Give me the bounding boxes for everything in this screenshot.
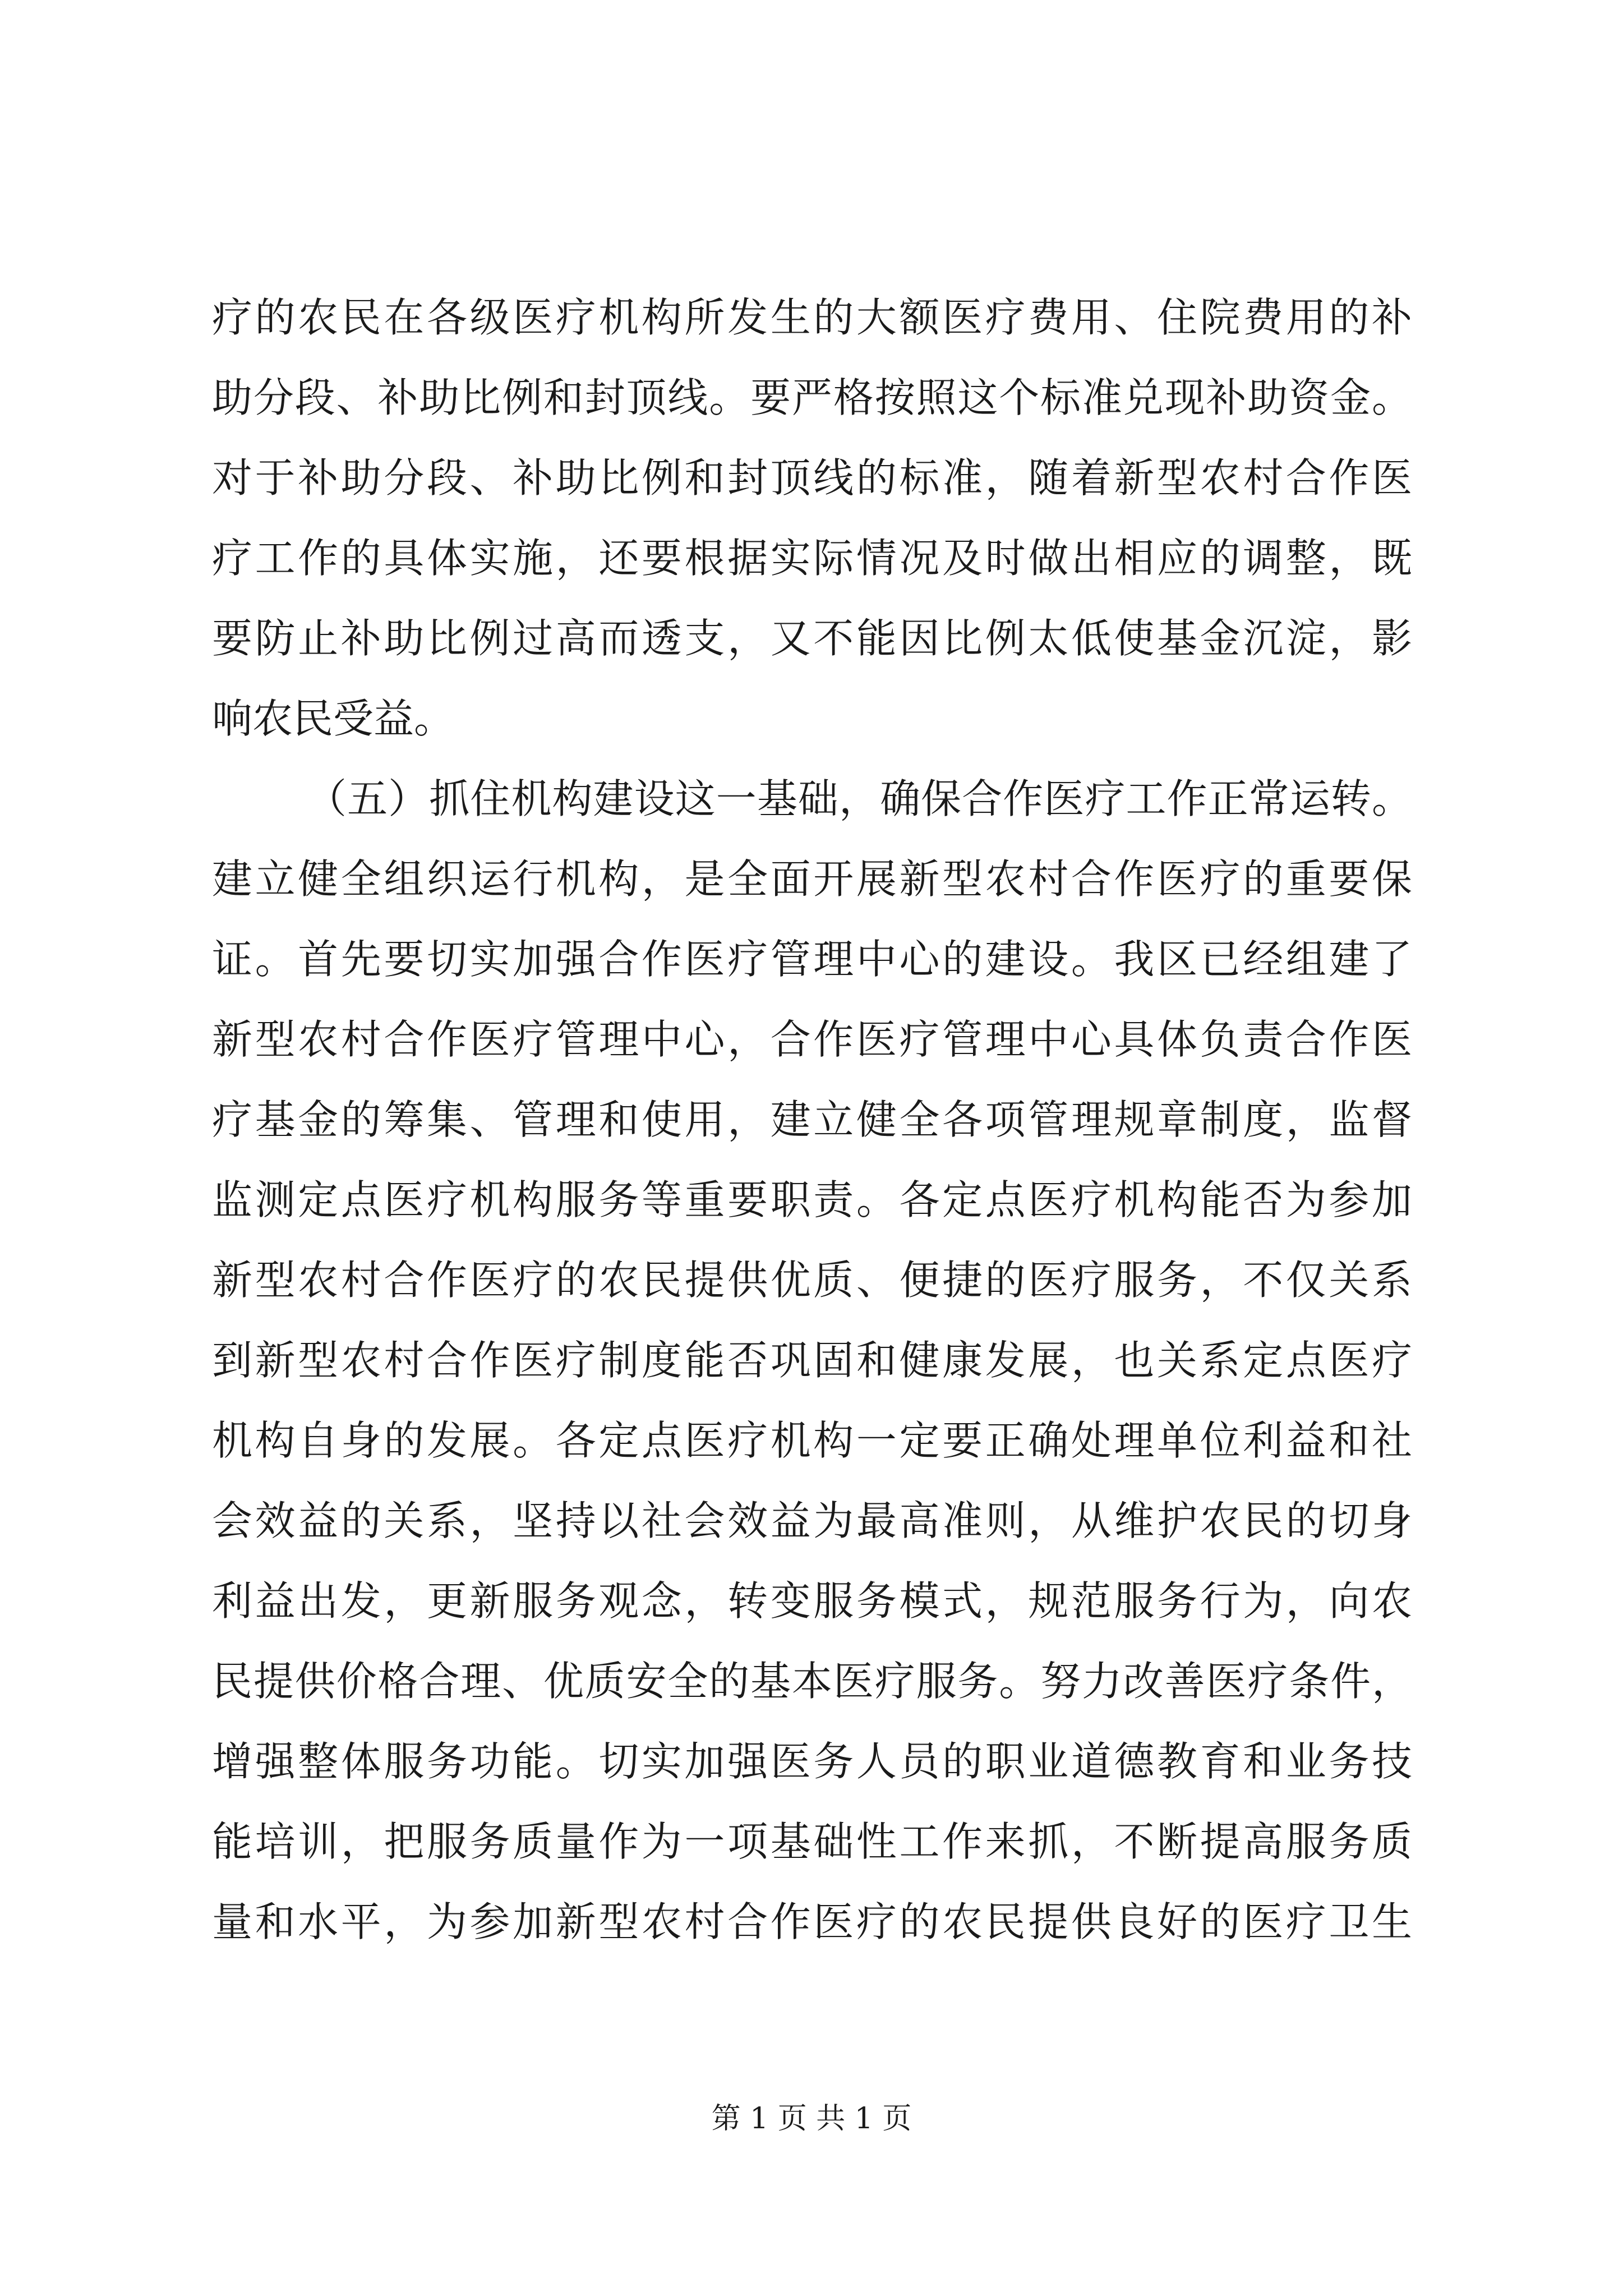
text-line: 疗工作的具体实施，还要根据实际情况及时做出相应的调整，既 (212, 535, 1412, 582)
text-line: 新型农村合作医疗管理中心，合作医疗管理中心具体负责合作医 (212, 1016, 1412, 1063)
text-line: 证。首先要切实加强合作医疗管理中心的建设。我区已经组建了 (212, 936, 1412, 983)
text-line: 对于补助分段、补助比例和封顶线的标准，随着新型农村合作医 (212, 454, 1412, 501)
text-line: 要防止补助比例过高而透支，又不能因比例太低使基金沉淀，影 (212, 615, 1412, 662)
body-text (212, 278, 1412, 1962)
text-line: 量和水平，为参加新型农村合作医疗的农民提供良好的医疗卫生 (212, 1898, 1412, 1945)
text-line: 会效益的关系，坚持以社会效益为最高准则，从维护农民的切身 (212, 1497, 1412, 1544)
text-line: 助分段、补助比例和封顶线。要严格按照这个标准兑现补助资金。 (212, 374, 1412, 421)
text-line: 监测定点医疗机构服务等重要职责。各定点医疗机构能否为参加 (212, 1176, 1412, 1223)
text-line: 民提供价格合理、优质安全的基本医疗服务。努力改善医疗条件， (212, 1658, 1412, 1705)
section-heading-line: （五）抓住机构建设这一基础，确保合作医疗工作正常运转。 (306, 775, 1412, 822)
text-line: 到新型农村合作医疗制度能否巩固和健康发展，也关系定点医疗 (212, 1337, 1412, 1384)
text-line: 新型农村合作医疗的农民提供优质、便捷的医疗服务，不仅关系 (212, 1257, 1412, 1304)
text-line: 疗基金的筹集、管理和使用，建立健全各项管理规章制度，监督 (212, 1096, 1412, 1143)
text-line: 疗的农民在各级医疗机构所发生的大额医疗费用、住院费用的补 (212, 294, 1412, 341)
page-number-footer: 第 1 页 共 1 页 (711, 2102, 912, 2136)
text-line: 机构自身的发展。各定点医疗机构一定要正确处理单位利益和社 (212, 1417, 1412, 1464)
text-line: 增强整体服务功能。切实加强医务人员的职业道德教育和业务技 (212, 1738, 1412, 1785)
text-line: 能培训，把服务质量作为一项基础性工作来抓，不断提高服务质 (212, 1818, 1412, 1865)
text-line: 建立健全组织运行机构，是全面开展新型农村合作医疗的重要保 (212, 855, 1412, 903)
text-line: 响农民受益。 (212, 695, 455, 742)
text-line: 利益出发，更新服务观念，转变服务模式，规范服务行为，向农 (212, 1577, 1412, 1625)
